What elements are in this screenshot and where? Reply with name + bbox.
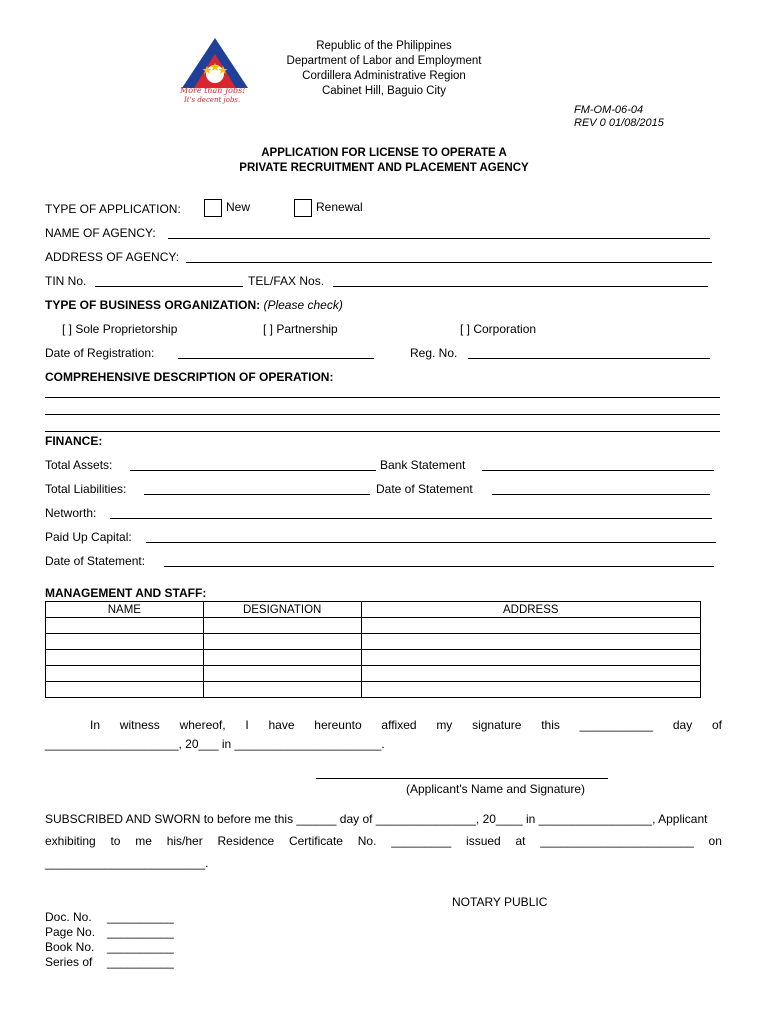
table-cell[interactable] <box>203 634 361 650</box>
telfax-label: TEL/FAX Nos. <box>248 274 325 288</box>
description-line-1[interactable] <box>45 397 720 398</box>
witness-day-blank[interactable]: ___________ <box>579 718 654 732</box>
table-row[interactable] <box>46 618 701 634</box>
table-cell[interactable] <box>203 650 361 666</box>
book-no-blank[interactable]: __________ <box>107 940 174 954</box>
witness-word: signature <box>472 718 522 732</box>
issued-at-blank[interactable]: _______________________ <box>540 834 694 848</box>
reg-no-label: Reg. No. <box>410 346 458 360</box>
table-cell[interactable] <box>361 682 700 698</box>
new-checkbox[interactable] <box>204 199 222 217</box>
form-revision: REV 0 01/08/2015 <box>574 117 664 129</box>
witness-word: this <box>541 718 560 732</box>
table-cell[interactable] <box>203 666 361 682</box>
renewal-label: Renewal <box>316 200 363 215</box>
finance-heading: FINANCE: <box>45 434 103 448</box>
witness-word: of <box>711 718 722 732</box>
sworn-word: me <box>135 834 152 848</box>
header-line-3: Cordillera Administrative Region <box>302 70 466 82</box>
name-of-agency-field[interactable] <box>168 238 710 239</box>
header-line-4: Cabinet Hill, Baguio City <box>321 85 446 97</box>
staff-table-header <box>46 602 701 618</box>
address-of-agency-field[interactable] <box>186 262 712 263</box>
witness-word: witness <box>119 718 160 732</box>
form-title <box>184 146 584 176</box>
page-no-label: Page No. <box>45 925 96 939</box>
corporation-option[interactable]: [ ] Corporation <box>460 322 537 336</box>
sworn-word: issued <box>466 834 501 848</box>
date-of-registration-field[interactable] <box>178 358 374 359</box>
sworn-line-2 <box>45 834 722 848</box>
applicant-signature-line[interactable] <box>316 778 608 779</box>
table-row[interactable] <box>46 650 701 666</box>
paid-up-capital-label: Paid Up Capital: <box>45 530 132 544</box>
sworn-word: Residence <box>217 834 275 848</box>
sole-proprietorship-option[interactable]: [ ] Sole Proprietorship <box>62 322 178 336</box>
book-no-label: Book No. <box>45 940 95 954</box>
table-cell[interactable] <box>361 650 700 666</box>
reg-no-field[interactable] <box>468 358 710 359</box>
sworn-word: exhibiting <box>45 834 96 848</box>
table-cell[interactable] <box>46 682 204 698</box>
witness-line-2[interactable]: ____________________, 20___ in ______________________. <box>45 737 385 751</box>
notary-public-label: NOTARY PUBLIC <box>452 895 548 909</box>
title-line-1: APPLICATION FOR LICENSE TO OPERATE A <box>261 147 507 159</box>
header-line-2: Department of Labor and Employment <box>286 55 482 67</box>
type-of-application-label: TYPE OF APPLICATION: <box>45 202 181 216</box>
witness-word: whereof, <box>179 718 226 732</box>
bank-statement-label: Bank Statement <box>380 458 466 472</box>
description-line-2[interactable] <box>45 414 720 415</box>
sworn-word: at <box>515 834 526 848</box>
tin-label: TIN No. <box>45 274 87 288</box>
sworn-word: his/her <box>166 834 203 848</box>
column-address: ADDRESS <box>361 602 700 618</box>
comprehensive-description-label: COMPREHENSIVE DESCRIPTION OF OPERATION: <box>45 370 334 384</box>
certificate-number-blank[interactable]: _________ <box>391 834 452 848</box>
table-cell[interactable] <box>361 618 700 634</box>
staff-table <box>45 601 701 698</box>
telfax-field[interactable] <box>333 286 708 287</box>
table-cell[interactable] <box>203 682 361 698</box>
series-of-label: Series of <box>45 955 93 969</box>
bank-statement-field[interactable] <box>482 470 714 471</box>
address-of-agency-label: ADDRESS OF AGENCY: <box>45 250 180 264</box>
business-org-heading: TYPE OF BUSINESS ORGANIZATION: <box>45 298 261 312</box>
networth-label: Networth: <box>45 506 97 520</box>
column-name: NAME <box>46 602 204 618</box>
total-assets-label: Total Assets: <box>45 458 113 472</box>
business-org-label <box>45 298 343 312</box>
title-line-2: PRIVATE RECRUITMENT AND PLACEMENT AGENCY <box>239 162 529 174</box>
series-of-blank[interactable]: __________ <box>107 955 174 969</box>
witness-word: have <box>268 718 295 732</box>
table-row[interactable] <box>46 666 701 682</box>
applicant-signature-label: (Applicant's Name and Signature) <box>406 782 586 796</box>
date-of-registration-label: Date of Registration: <box>45 346 155 360</box>
name-of-agency-label: NAME OF AGENCY: <box>45 226 156 240</box>
table-cell[interactable] <box>46 650 204 666</box>
witness-word: In <box>90 718 101 732</box>
date-of-statement-field[interactable] <box>492 494 710 495</box>
witness-line-1 <box>90 718 722 732</box>
header-line-1: Republic of the Philippines <box>316 40 452 52</box>
description-line-3[interactable] <box>45 431 720 432</box>
logo-tagline-1: More than Jobs! <box>180 86 246 95</box>
table-row[interactable] <box>46 634 701 650</box>
table-cell[interactable] <box>203 618 361 634</box>
witness-word: affixed <box>381 718 417 732</box>
date-of-statement-label: Date of Statement <box>376 482 473 496</box>
sworn-line-3[interactable]: ________________________. <box>45 856 209 870</box>
table-cell[interactable] <box>46 634 204 650</box>
doc-no-label: Doc. No. <box>45 910 92 924</box>
header-block <box>234 39 534 99</box>
date-of-statement-2-label: Date of Statement: <box>45 554 146 568</box>
total-assets-field[interactable] <box>130 470 376 471</box>
paid-up-capital-field[interactable] <box>146 542 716 543</box>
partnership-option[interactable]: [ ] Partnership <box>263 322 338 336</box>
renewal-option[interactable] <box>294 199 363 217</box>
column-designation: DESIGNATION <box>203 602 361 618</box>
witness-word: hereunto <box>314 718 362 732</box>
renewal-checkbox[interactable] <box>294 199 312 217</box>
witness-word: I <box>245 718 249 732</box>
sworn-word: on <box>708 834 722 848</box>
table-cell[interactable] <box>361 666 700 682</box>
form-code: FM-OM-06-04 <box>574 104 644 116</box>
sworn-word: to <box>110 834 121 848</box>
tin-field[interactable] <box>95 286 243 287</box>
management-staff-heading: MANAGEMENT AND STAFF: <box>45 586 207 600</box>
sworn-word: Certificate <box>288 834 343 848</box>
table-cell[interactable] <box>46 618 204 634</box>
networth-field[interactable] <box>110 518 712 519</box>
new-option[interactable] <box>204 199 250 217</box>
sworn-line-1[interactable]: SUBSCRIBED AND SWORN to before me this ______ day of _______________, 20____ in _________________, Applicant <box>45 812 708 826</box>
logo-tagline-2: It's decent jobs. <box>184 96 241 104</box>
total-liabilities-field[interactable] <box>144 494 370 495</box>
doc-no-blank[interactable]: __________ <box>107 910 174 924</box>
new-label: New <box>226 200 251 215</box>
witness-word: day <box>672 718 693 732</box>
witness-word: my <box>436 718 453 732</box>
total-liabilities-label: Total Liabilities: <box>45 482 127 496</box>
table-cell[interactable] <box>361 634 700 650</box>
sworn-word: No. <box>357 834 377 848</box>
table-row[interactable] <box>46 682 701 698</box>
table-cell[interactable] <box>46 666 204 682</box>
date-of-statement-2-field[interactable] <box>164 566 714 567</box>
please-check-note: (Please check) <box>263 298 343 312</box>
page-no-blank[interactable]: __________ <box>107 925 174 939</box>
